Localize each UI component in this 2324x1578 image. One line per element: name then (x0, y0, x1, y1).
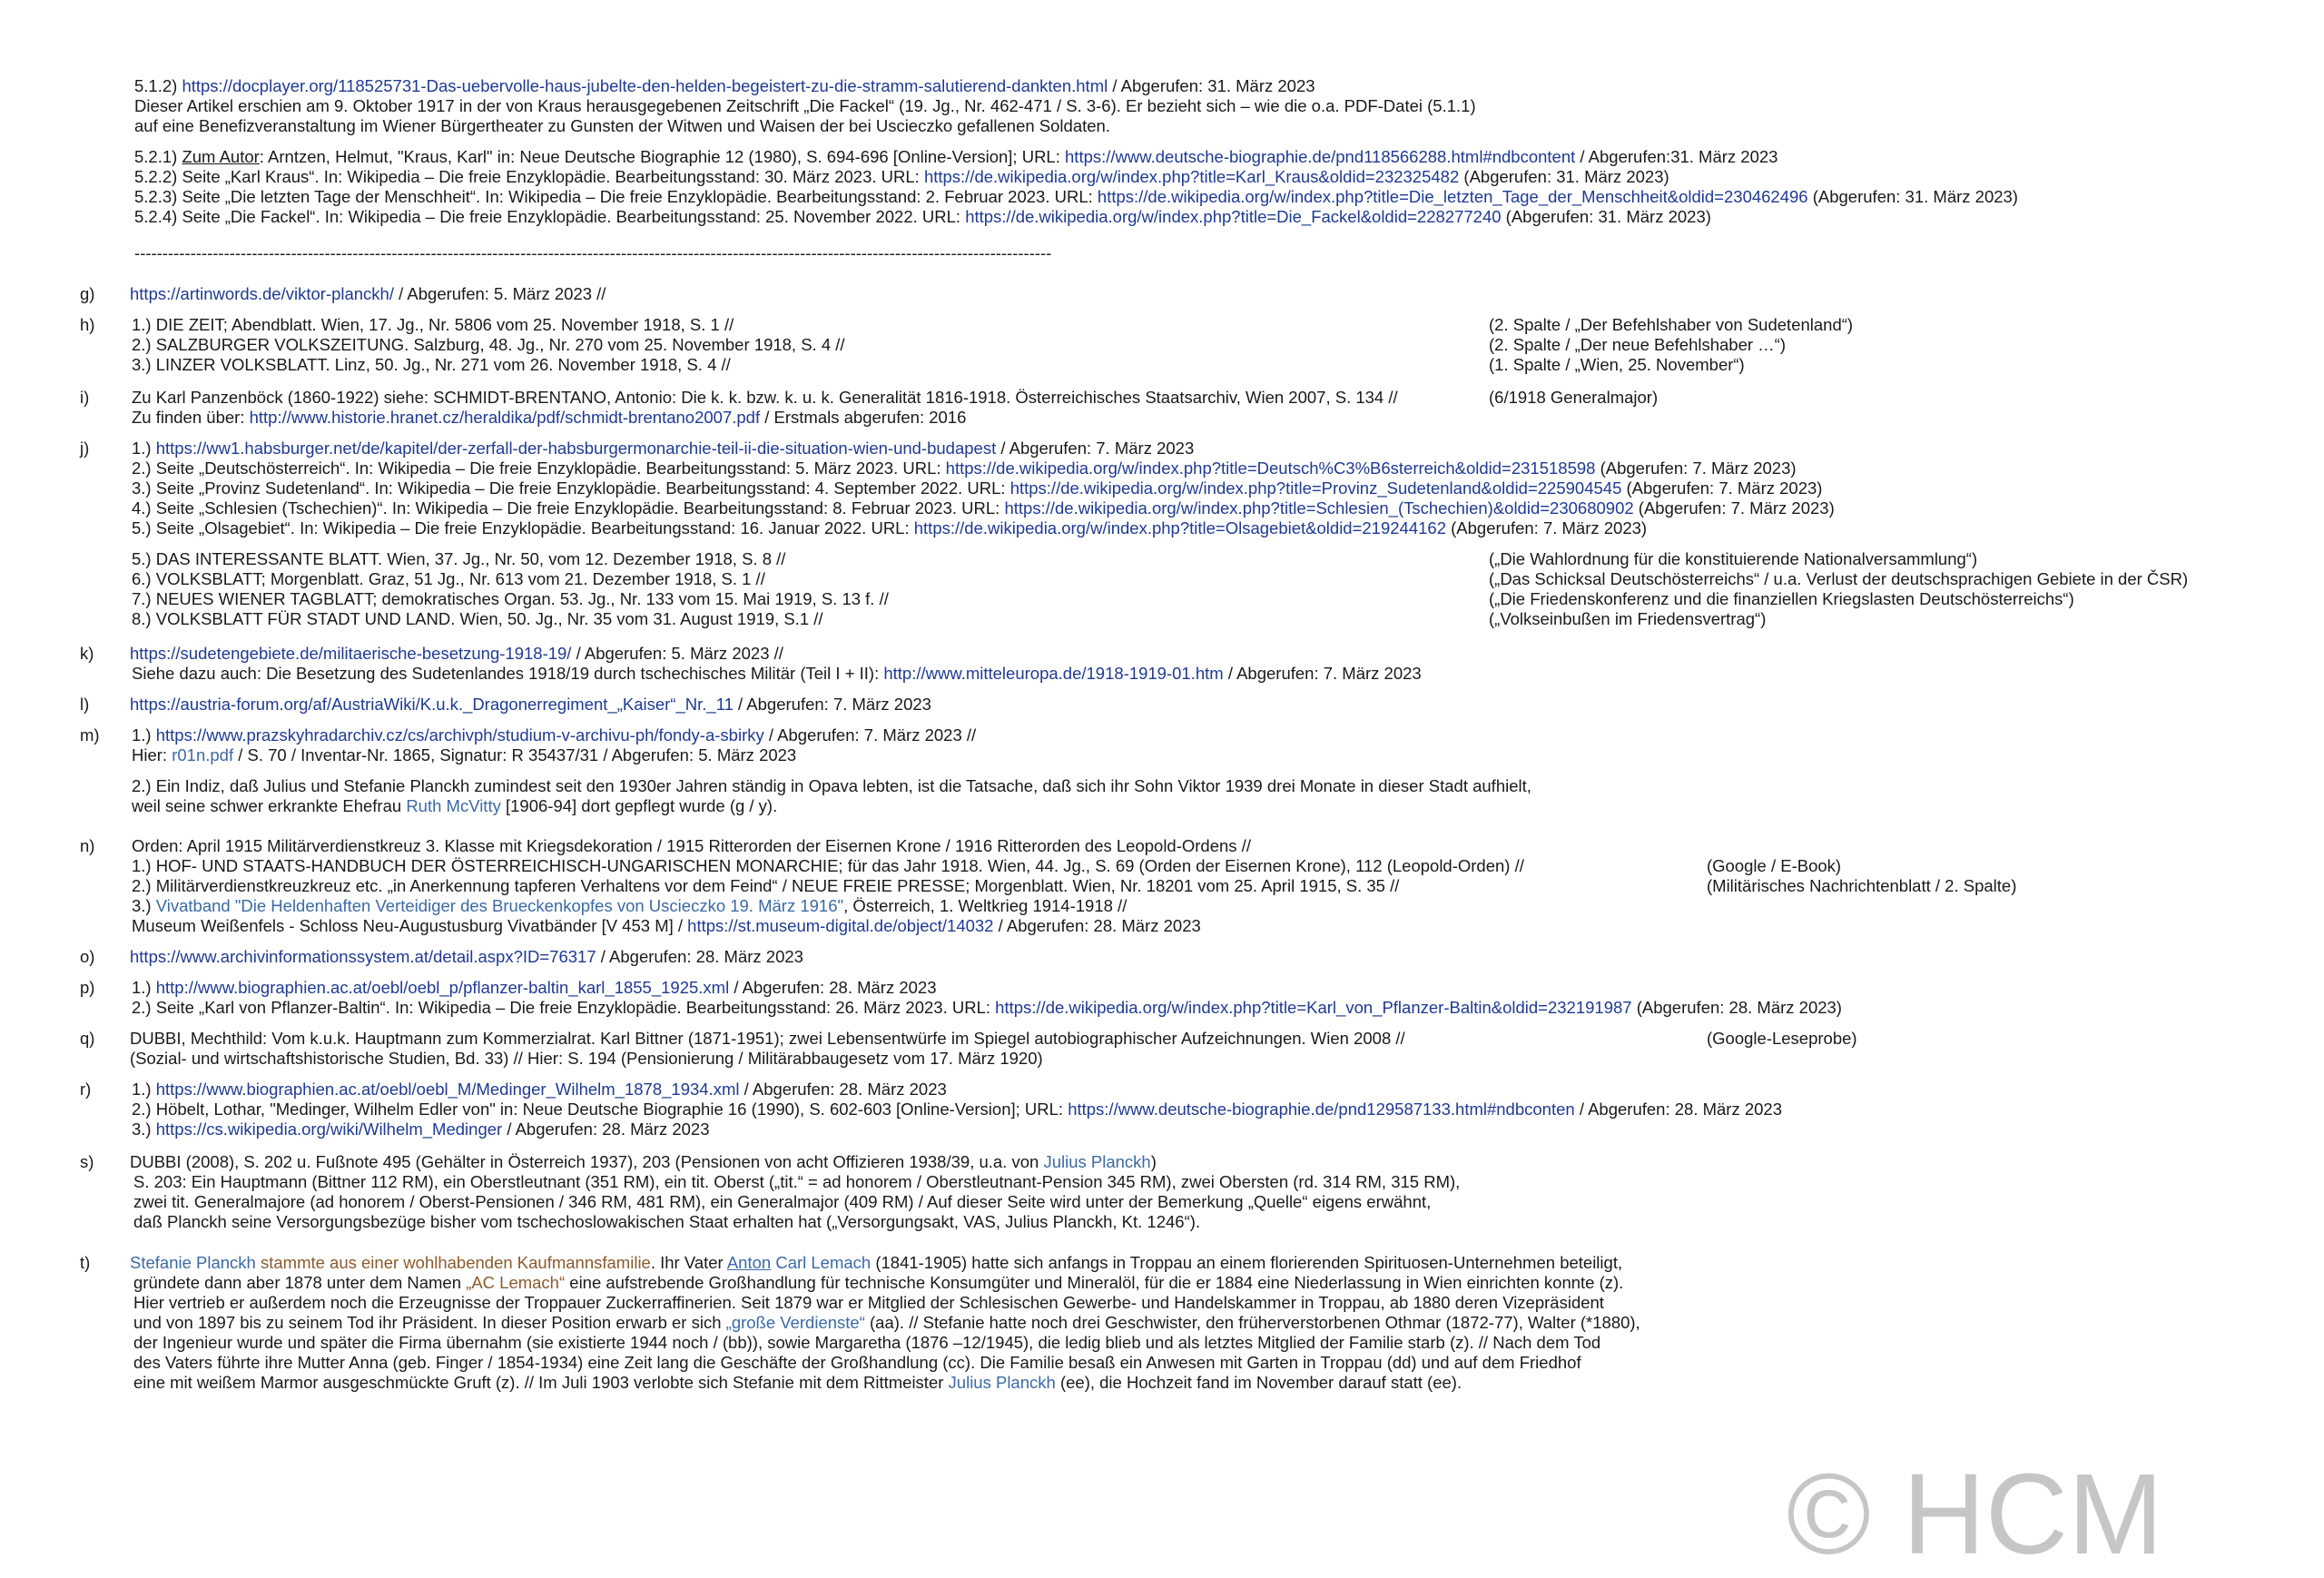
retrieved-date: / Abgerufen: 28. März 2023 (993, 916, 1201, 935)
ref-t-7 (133, 1373, 1462, 1393)
ref-number: 1.) (132, 1080, 156, 1099)
marker-k: k) (80, 644, 94, 663)
ref-text: gründete dann aber 1878 unter dem Namen (133, 1273, 467, 1292)
ref-m-2 (132, 745, 796, 765)
marker-r: r) (80, 1080, 92, 1099)
ref-r-2 (132, 1100, 1782, 1119)
retrieved-date: / Abgerufen: 7. März 2023 // (763, 725, 977, 745)
ref-h-2-note: (2. Spalte / „Der neue Befehlshaber …“) (1489, 335, 1786, 354)
schmidt-brentano-link[interactable]: http://www.historie.hranet.cz/heraldika/pdf/schmidt-brentano2007.pdf (249, 408, 761, 427)
prazsky-hrad-link[interactable]: https://www.prazskyhradarchiv.cz/cs/archivph/studium-v-archivu-ph/fondy-a-sbirky (155, 725, 764, 745)
separator-line: -------------------------------------------------------------------------------------------------------------------------------------------------------------------- (134, 243, 1052, 262)
habsburger-link[interactable]: https://ww1.habsburger.net/de/kapitel/der-zerfall-der-habsburgermonarchie-teil-ii-die-situation-wien-und-budapest (155, 439, 997, 458)
ref-j-1 (132, 439, 1194, 459)
ref-j-m4: 8.) VOLKSBLATT FÜR STADT UND LAND. Wien, 50. Jg., Nr. 35 vom 31. August 1919, S.1 // (132, 609, 823, 628)
retrieved-date: / Abgerufen: 5. März 2023 // (571, 644, 783, 663)
ref-k-1 (130, 644, 783, 664)
ref-text: [1906-94] dort gepflegt wurde (g / y). (500, 796, 778, 815)
ref-r-3 (132, 1119, 710, 1139)
ref-number: 3.) (132, 896, 156, 915)
cs-wikipedia-link[interactable]: https://cs.wikipedia.org/wiki/Wilhelm_Medinger (155, 1119, 503, 1139)
ref-m-3: 2.) Ein Indiz, daß Julius und Stefanie Planckh zumindest seit den 1930er Jahren ständig in Opava lebten, ist die Tatsache, daß sich ihr Sohn Viktor 1939 drei Monate in dieser Stadt aufhielt, (132, 776, 1531, 795)
ref-q-note: (Google-Leseprobe) (1707, 1029, 1857, 1048)
stefanie-planckh-link[interactable]: Stefanie Planckh (130, 1253, 256, 1272)
ref-l (130, 695, 931, 715)
anton-link[interactable]: Anton (726, 1253, 772, 1272)
marker-l: l) (80, 695, 90, 714)
ref-q-2: (Sozial- und wirtschaftshistorische Studien, Bd. 33) // Hier: S. 194 (Pensionierung / Militärabbaugesetz vom 17. März 1920) (130, 1049, 1043, 1068)
ref-text: . Ihr Vater (650, 1253, 727, 1272)
retrieved-date: / Abgerufen: 28. März 2023 (729, 978, 937, 997)
ref-i-note: (6/1918 Generalmajor) (1489, 388, 1659, 407)
ref-n-1: Orden: April 1915 Militärverdienstkreuz 3. Klasse mit Kriegsdekoration / 1915 Ritterorden der Eisernen Krone / 1916 Ritterorden des Leopold-Ordens // (132, 836, 1251, 855)
ref-i-2 (132, 408, 966, 428)
retrieved-date: / Abgerufen: 5. März 2023 // (394, 284, 606, 303)
ref-number: 1.) (132, 725, 156, 745)
retrieved-date: / Abgerufen: 28. März 2023 (502, 1119, 710, 1139)
retrieved-date: (Abgerufen: 31. März 2023) (1807, 187, 2018, 206)
marker-p: p) (80, 978, 95, 997)
ref-n-3-note: (Militärisches Nachrichtenblatt / 2. Spalte) (1707, 876, 2017, 895)
ref-t-4 (133, 1313, 1640, 1333)
retrieved-date: (Abgerufen: 7. März 2023) (1621, 478, 1823, 498)
ref-h-1: 1.) DIE ZEIT; Abendblatt. Wien, 17. Jg., Nr. 5806 vom 25. November 1918, S. 1 // (132, 315, 734, 334)
ref-text: Siehe dazu auch: Die Besetzung des Sudetenlandes 1918/19 durch tschechisches Militär (Teil I + II): (132, 664, 884, 683)
highlighted-text: stammte aus einer wohlhabenden Kaufmannsfamilie (255, 1253, 651, 1272)
marker-j: j) (80, 439, 90, 458)
retrieved-date: / Abgerufen: 28. März 2023 (1574, 1100, 1783, 1119)
ref-5-2-2 (134, 167, 1669, 187)
ref-text: 2.) Höbelt, Lothar, "Medinger, Wilhelm Edler von" in: Neue Deutsche Biographie 16 (1990), S. 602-603 [Online-Version]; URL: (132, 1100, 1068, 1119)
ref-text: (aa). // Stefanie hatte noch drei Geschwister, den früherverstorbenen Othmar (1872-77), Walter (*1880), (864, 1313, 1640, 1332)
ref-j-m1-note: („Die Wahlordnung für die konstituierende Nationalversammlung“) (1489, 549, 1978, 568)
ref-h-3: 3.) LINZER VOLKSBLATT. Linz, 50. Jg., Nr. 271 vom 26. November 1918, S. 4 // (132, 355, 731, 374)
pdf-link[interactable]: r01n.pdf (172, 745, 234, 764)
marker-o: o) (80, 947, 95, 966)
marker-m: m) (80, 725, 100, 745)
ref-text: : Arntzen, Helmut, "Kraus, Karl" in: Neue Deutsche Biographie 12 (1980), S. 694-696 [Online-Version]; URL: (259, 147, 1066, 166)
wikipedia-link[interactable]: https://de.wikipedia.org/w/index.php?title=Die_letzten_Tage_der_Menschheit&oldid=230462496 (1097, 187, 1808, 206)
ref-n-2-note: (Google / E-Book) (1707, 856, 1842, 875)
museum-digital-link[interactable]: https://st.museum-digital.de/object/14032 (687, 916, 994, 935)
ref-text: weil seine schwer erkrankte Ehefrau (132, 796, 407, 815)
ref-number: 5.1.2) (134, 76, 182, 95)
ref-n-4 (132, 896, 1127, 916)
ref-5-1-2-note-1: Dieser Artikel erschien am 9. Oktober 1917 in der von Kraus herausgegebenen Zeitschrift „Die Fackel“ (19. Jg., Nr. 462-471 / S. 3-6). Er bezieht sich – wie die o.a. PDF-Datei (5.1.1) (134, 96, 1476, 115)
ref-text: 2.) Seite „Deutschösterreich“. In: Wikipedia – Die freie Enzyklopädie. Bearbeitungsstand: 5. März 2023. URL: (132, 459, 946, 478)
marker-q: q) (80, 1029, 95, 1048)
retrieved-date: / Abgerufen: 28. März 2023 (596, 947, 803, 966)
retrieved-date: (Abgerufen: 31. März 2023) (1459, 167, 1669, 186)
ref-o (130, 947, 803, 967)
ref-j-m2: 6.) VOLKSBLATT; Morgenblatt. Graz, 51 Jg., Nr. 613 vom 21. Dezember 1918, S. 1 // (132, 569, 765, 588)
ref-j-m3: 7.) NEUES WIENER TAGBLATT; demokratisches Organ. 53. Jg., Nr. 133 vom 15. Mai 1919, S. 13 f. // (132, 589, 889, 608)
ref-text: , Österreich, 1. Weltkrieg 1914-1918 // (843, 896, 1128, 915)
ref-text: Museum Weißenfels - Schloss Neu-Augustusburg Vivatbänder [V 453 M] / (132, 916, 688, 935)
docplayer-link[interactable]: https://docplayer.org/118525731-Das-uebervolle-haus-jubelte-den-helden-begeistert-zu-die-stramm-salutierend-dankten.html (182, 76, 1108, 95)
ref-number: 1.) (132, 978, 156, 997)
ref-s-3: zwei tit. Generalmajore (ad honorem / Oberst-Pensionen / 346 RM, 481 RM), ein Generalmajor (409 RM) / Auf dieser Seite wird unter der Bemerkung „Quelle“ eigens erwähnt, (133, 1192, 1432, 1211)
ref-text: Hier: (132, 745, 172, 764)
ref-text: ) (1150, 1152, 1157, 1171)
ref-j-4 (132, 498, 1835, 518)
retrieved-date: / Abgerufen: 7. März 2023 (733, 695, 931, 714)
ref-j-m2-note: („Das Schicksal Deutschösterreichs“ / u.a. Verlust der deutschsprachigen Gebiete in der ČSR) (1489, 569, 2189, 588)
ruth-mcvitty-link[interactable]: Ruth McVitty (406, 796, 501, 815)
ref-number: 1.) (132, 439, 156, 458)
ref-text: eine mit weißem Marmor ausgeschmückte Gruft (z). // Im Juli 1903 verlobte sich Stefanie mit dem Rittmeister (133, 1373, 949, 1392)
ac-lemach-link[interactable]: „AC Lemach“ (466, 1273, 566, 1292)
ref-p-1 (132, 978, 937, 998)
biographien-link[interactable]: https://www.biographien.ac.at/oebl/oebl_M/Medinger_Wilhelm_1878_1934.xml (155, 1080, 740, 1099)
ref-j-5 (132, 518, 1647, 538)
mitteleuropa-link[interactable]: http://www.mitteleuropa.de/1918-1919-01.htm (883, 664, 1224, 683)
vivatband-link[interactable]: Vivatband "Die Heldenhaften Verteidiger des Brueckenkopfes von Uscieczko 19. März 1916" (155, 896, 844, 915)
ref-h-3-note: (1. Spalte / „Wien, 25. November“) (1489, 355, 1745, 374)
retrieved-date: / Abgerufen: 7. März 2023 (996, 439, 1195, 458)
wikipedia-link[interactable]: https://de.wikipedia.org/w/index.php?title=Karl_Kraus&oldid=232325482 (923, 167, 1460, 186)
ref-text: 2.) Seite „Karl von Pflanzer-Baltin“. In: Wikipedia – Die freie Enzyklopädie. Bearbeitungsstand: 26. März 2023. URL: (132, 998, 996, 1017)
marker-g: g) (80, 284, 95, 303)
ref-j-3 (132, 478, 1822, 498)
wikipedia-link[interactable]: https://de.wikipedia.org/w/index.php?title=Karl_von_Pflanzer-Baltin&oldid=232191987 (995, 998, 1632, 1017)
ndb-link[interactable]: https://www.deutsche-biographie.de/pnd129587133.html#ndbconten (1068, 1100, 1575, 1119)
wikipedia-link[interactable]: https://de.wikipedia.org/w/index.php?title=Die_Fackel&oldid=228277240 (965, 207, 1502, 226)
ref-t-6: des Vaters führte ihre Mutter Anna (geb. Finger / 1854-1934) eine Zeit lang die Geschäfte der Großhandlung (cc). Die Familie besaß ein Anwesen mit Garten in Troppau (dd) und auf dem Friedhof (133, 1353, 1581, 1372)
ref-5-2-3 (134, 187, 2018, 207)
ref-i-1: Zu Karl Panzenböck (1860-1922) siehe: SCHMIDT-BRENTANO, Antonio: Die k. k. bzw. k. u. k. Generalität 1816-1918. Österreichisches Staatsarchiv, Wien 2007, S. 134 // (132, 388, 1398, 407)
ref-h-2: 2.) SALZBURGER VOLKSZEITUNG. Salzburg, 48. Jg., Nr. 270 vom 25. November 1918, S. 4 // (132, 335, 845, 354)
ref-text: (ee), die Hochzeit fand im November darauf statt (ee). (1055, 1373, 1462, 1392)
ref-text: 5.2.2) Seite „Karl Kraus“. In: Wikipedia – Die freie Enzyklopädie. Bearbeitungsstand: 30. März 2023. URL: (134, 167, 924, 186)
retrieved-date: / Erstmals abgerufen: 2016 (760, 408, 967, 427)
marker-s: s) (80, 1152, 94, 1171)
ref-t-3: Hier vertrieb er außerdem noch die Erzeugnisse der Troppauer Zuckerraffinerien. Seit 1879 war er Mitglied der Schlesischen Gewerbe- und Handelskammer in Troppau, ab 1880 deren Vizepräsident (133, 1293, 1604, 1312)
ref-text: Zu finden über: (132, 408, 250, 427)
ref-t-2 (133, 1273, 1623, 1293)
julius-planckh-link[interactable]: Julius Planckh (1043, 1152, 1151, 1171)
marker-h: h) (80, 315, 95, 334)
retrieved-date: (Abgerufen: 7. März 2023) (1595, 459, 1797, 478)
ref-5-2-4 (134, 207, 1711, 227)
retrieved-date: / Abgerufen: 7. März 2023 (1223, 664, 1422, 683)
copyright-watermark: © HCM (1787, 1450, 2163, 1578)
ref-m-1 (132, 725, 976, 745)
ref-j-m3-note: („Die Friedenskonferenz und die finanziellen Kriegslasten Deutschösterreichs“) (1489, 589, 2074, 608)
retrieved-date: / Abgerufen: 31. März 2023 (1108, 76, 1315, 95)
ref-5-1-2 (134, 76, 1315, 96)
retrieved-date: / Abgerufen:31. März 2023 (1575, 147, 1778, 166)
ref-m-4 (132, 796, 777, 816)
grosse-verdienste-link[interactable]: „große Verdienste“ (725, 1313, 865, 1332)
ref-text: 3.) Seite „Provinz Sudetenland“. In: Wikipedia – Die freie Enzyklopädie. Bearbeitungsstand: 4. September 2022. URL: (132, 478, 1010, 498)
retrieved-date: (Abgerufen: 7. März 2023) (1633, 498, 1835, 518)
ref-text: 5.2.3) Seite „Die letzten Tage der Menschheit“. In: Wikipedia – Die freie Enzyklopädie. Bearbeitungsstand: 2. Februar 2023. URL: (134, 187, 1098, 206)
ref-text: DUBBI (2008), S. 202 u. Fußnote 495 (Gehälter in Österreich 1937), 203 (Pensionen von acht Offizieren 1938/39, u.a. von (130, 1152, 1044, 1171)
ref-j-2 (132, 459, 1797, 478)
julius-planckh-link[interactable]: Julius Planckh (948, 1373, 1056, 1392)
ref-t-1 (130, 1253, 1622, 1273)
biographien-link[interactable]: http://www.biographien.ac.at/oebl/oebl_p/pflanzer-baltin_karl_1855_1925.xml (155, 978, 730, 997)
ref-number: 5.2.1) (134, 147, 182, 166)
sudetengebiete-link[interactable]: https://sudetengebiete.de/militaerische-besetzung-1918-19/ (130, 644, 572, 663)
wikipedia-link[interactable]: https://de.wikipedia.org/w/index.php?title=Provinz_Sudetenland&oldid=225904545 (1009, 478, 1622, 498)
ref-number: 3.) (132, 1119, 156, 1139)
retrieved-date: / Abgerufen: 28. März 2023 (739, 1080, 947, 1099)
marker-t: t) (80, 1253, 91, 1272)
ref-text: 4.) Seite „Schlesien (Tschechien)“. In: Wikipedia – Die freie Enzyklopädie. Bearbeitungsstand: 8. Februar 2023. URL: (132, 498, 1005, 518)
ref-g (130, 284, 606, 304)
ref-h-1-note: (2. Spalte / „Der Befehlshaber von Sudetenland“) (1489, 315, 1854, 334)
ref-n-3: 2.) Militärverdienstkreuzkreuz etc. „in Anerkennung tapferen Verhaltens vor dem Feind“ / NEUE FREIE PRESSE; Morgenblatt. Wien, Nr. 18201 vom 25. April 1915, S. 35 // (132, 876, 1400, 895)
wikipedia-link[interactable]: https://de.wikipedia.org/w/index.php?title=Olsagebiet&oldid=219244162 (913, 518, 1446, 538)
wikipedia-link[interactable]: https://de.wikipedia.org/w/index.php?title=Deutsch%C3%B6sterreich&oldid=231518598 (945, 459, 1596, 478)
archivinformationssystem-link[interactable]: https://www.archivinformationssystem.at/detail.aspx?ID=76317 (130, 947, 596, 966)
ref-text: eine aufstrebende Großhandlung für technische Konsumgüter und Mineralöl, für die er 1884 eine Niederlassung in Wien einrichten konnte (z). (565, 1273, 1624, 1292)
marker-n: n) (80, 836, 95, 855)
ref-j-m4-note: („Volkseinbußen im Friedensvertrag“) (1489, 609, 1767, 628)
ref-text: 5.2.4) Seite „Die Fackel“. In: Wikipedia – Die freie Enzyklopädie. Bearbeitungsstand: 25. November 2022. URL: (134, 207, 966, 226)
ref-p-2 (132, 998, 1842, 1018)
wikipedia-link[interactable]: https://de.wikipedia.org/w/index.php?title=Schlesien_(Tschechien)&oldid=230680902 (1004, 498, 1634, 518)
retrieved-date: (Abgerufen: 28. März 2023) (1631, 998, 1842, 1017)
ref-t-5: der Ingenieur wurde und später die Firma übernahm (sie existierte 1944 noch / (bb)), sowie Margaretha (1876 –12/1945), die ledig blieb und als letztes Mitglied der Familie starb (z). // Nach dem Tod (133, 1333, 1601, 1352)
ref-text: (1841-1905) hatte sich anfangs in Troppau an einem florierenden Spirituosen-Unternehmen beteiligt, (871, 1253, 1623, 1272)
ref-q-1: DUBBI, Mechthild: Vom k.u.k. Hauptmann zum Kommerzialrat. Karl Bittner (1871-1951); zwei Lebensentwürfe im Spiegel autobiographischer Aufzeichnungen. Wien 2008 // (130, 1029, 1405, 1048)
ref-j-m1: 5.) DAS INTERESSANTE BLATT. Wien, 37. Jg., Nr. 50, vom 12. Dezember 1918, S. 8 // (132, 549, 786, 568)
ref-s-4: daß Planckh seine Versorgungsbezüge bisher vom tschechoslowakischen Staat erhalten hat („Versorgungsakt, VAS, Julius Planckh, Kt. 1246“). (133, 1212, 1201, 1231)
ref-text: und von 1897 bis zu seinem Tod ihr Präsident. In dieser Position erwarb er sich (133, 1313, 726, 1332)
ref-n-2: 1.) HOF- UND STAATS-HANDBUCH DER ÖSTERREICHISCH-UNGARISCHEN MONARCHIE; für das Jahr 1918. Wien, 44. Jg., S. 69 (Orden der Eisernen Krone), 112 (Leopold-Orden) // (132, 856, 1524, 875)
ref-5-1-2-note-2: auf eine Benefizveranstaltung im Wiener Bürgertheater zu Gunsten der Witwen und Waisen der bei Uscieczko gefallenen Soldaten. (134, 116, 1110, 135)
ndb-link[interactable]: https://www.deutsche-biographie.de/pnd118566288.html#ndbcontent (1065, 147, 1576, 166)
retrieved-date: (Abgerufen: 31. März 2023) (1501, 207, 1711, 226)
ref-s-1 (130, 1152, 1157, 1172)
ref-text: / S. 70 / Inventar-Nr. 1865, Signatur: R 35437/31 / Abgerufen: 5. März 2023 (233, 745, 797, 764)
ref-text: 5.) Seite „Olsagebiet“. In: Wikipedia – Die freie Enzyklopädie. Bearbeitungsstand: 16. Januar 2022. URL: (132, 518, 914, 538)
marker-i: i) (80, 388, 90, 407)
ref-r-1 (132, 1080, 947, 1100)
underlined-label: Zum Autor (182, 147, 260, 166)
ref-5-2-1 (134, 147, 1777, 167)
carl-lemach-link[interactable]: Carl Lemach (775, 1253, 872, 1272)
artinwords-link[interactable]: https://artinwords.de/viktor-planckh/ (130, 284, 394, 303)
austria-forum-link[interactable]: https://austria-forum.org/af/AustriaWiki/K.u.k._Dragonerregiment_„Kaiser“_Nr._11 (130, 695, 734, 714)
ref-n-5 (132, 916, 1201, 936)
retrieved-date: (Abgerufen: 7. März 2023) (1446, 518, 1648, 538)
ref-k-2 (132, 664, 1422, 684)
ref-s-2: S. 203: Ein Hauptmann (Bittner 112 RM), ein Oberstleutnant (351 RM), ein tit. Oberst („tit.“ = ad honorem / Oberstleutnant-Pension 345 RM), zwei Obersten (rd. 314 RM, 315 RM), (133, 1172, 1461, 1191)
